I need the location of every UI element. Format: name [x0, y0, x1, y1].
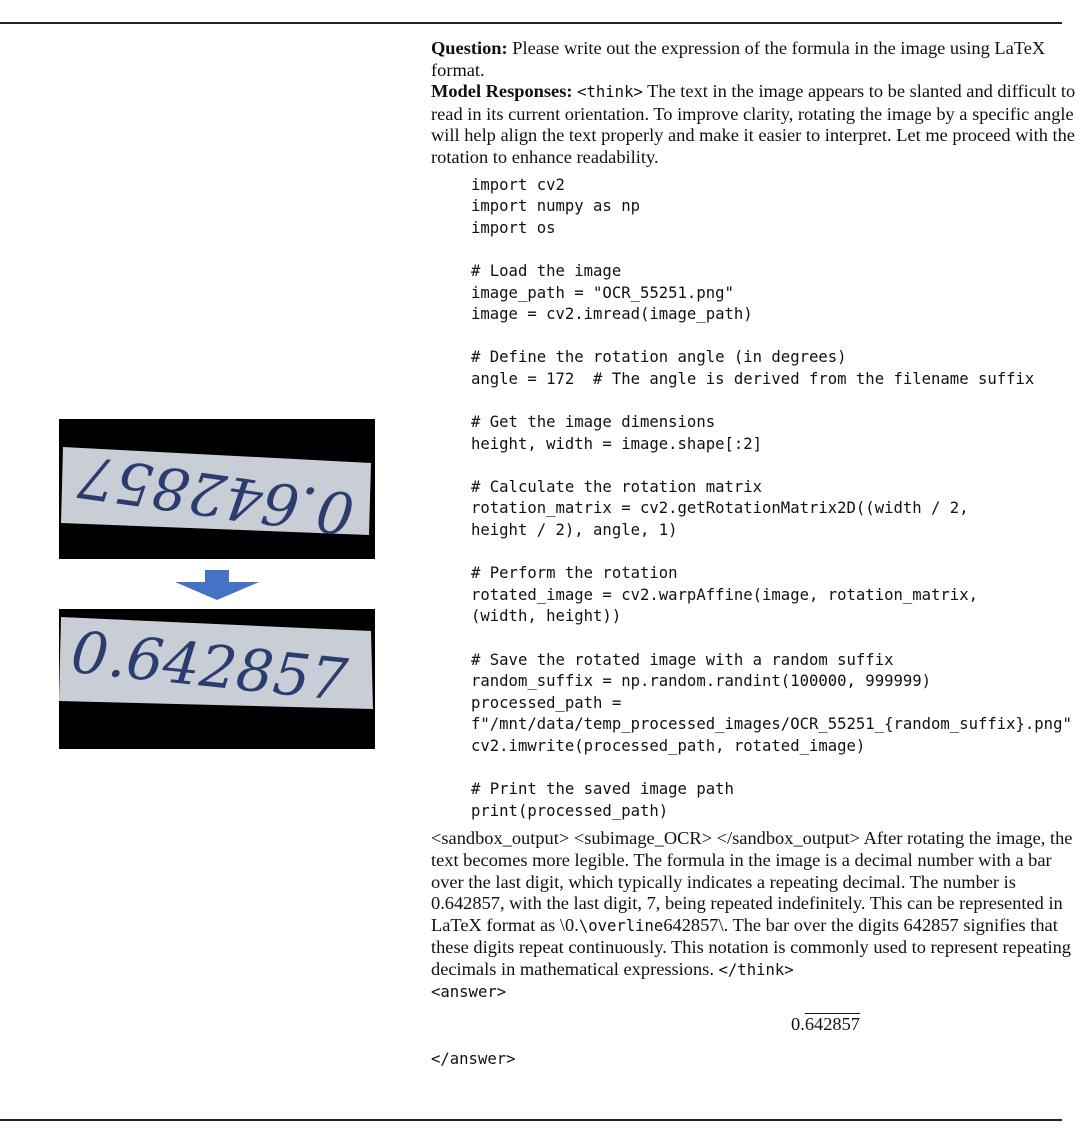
response-label: Model Responses:	[431, 81, 573, 102]
text-panel	[431, 38, 1080, 1118]
answer-close-tag: </answer>	[431, 1050, 516, 1069]
rotated-image-drawing	[59, 609, 375, 749]
question-paragraph	[431, 38, 1080, 81]
after-paragraph	[431, 828, 1080, 981]
ocr-figure	[45, 402, 405, 747]
latex-command: \overline	[578, 916, 664, 935]
answer-open-tag: <answer>	[431, 982, 507, 1001]
think-close-tag: </think>	[718, 960, 794, 979]
code-listing: import cv2 import numpy as np import os # Load the image image_path = "OCR_55251.png" image = cv2.imread(image_path) # Define the rotation angle (in degrees) angle = 172 # The angle is derived from the filename suffix # Get the image dimensions height, width = image.shape[:2] # Calculate the rotation matrix rotation_matrix = cv2.getRotationMatrix2D((width / 2, height / 2), angle, 1) # Perform the rotation rotated_image = cv2.warpAffine(image, rotation_matrix, (width, height)) # Save the rotated image with a random suffix random_suffix = np.random.randint(100000, 999999) processed_path = f"/mnt/data/temp_processed_images/OCR_55251_{random_suffix}.png" cv2.imwrite(processed_path, rotated_image) # Print the saved image path print(processed_path)	[471, 175, 1072, 820]
question-text: Please write out the expression of the formula in the image using LaTeX format.	[431, 38, 1046, 80]
response-paragraph	[431, 81, 1080, 168]
down-arrow-icon	[175, 570, 259, 600]
question-label: Question:	[431, 38, 508, 58]
after-text-2: 642857\. The bar over the digits 642857 signifies that these digits repeat continuously. This notation is commonly used to represent repeating decimals in mathematical expressions.	[431, 914, 1071, 979]
handwritten-number-upside-down: 0.642857	[74, 442, 359, 548]
answer-integer-part: 0.	[791, 1014, 805, 1035]
bottom-rule	[0, 1119, 1062, 1121]
after-text-1: <sandbox_output> <subimage_OCR> </sandbox_output> After rotating the image, the text becomes more legible. The formula in the image is a decimal number with a bar over the last digit, which typically indicates a repeating decimal. The number is 0.642857, with the last digit, 7, being repeated indefinitely. This can be represented in LaTeX format as \0.	[431, 828, 1073, 935]
original-image-drawing	[59, 419, 375, 559]
figure-panel	[0, 22, 412, 1118]
answer-repeating-digits: 642857	[804, 1014, 860, 1035]
handwritten-number-upright: 0.642857	[68, 617, 351, 715]
response-text: The text in the image appears to be slanted and difficult to read in its current orientation. To improve clarity, rotating the image by a specific angle will help align the text properly and make it easier to interpret. Let me proceed with the rotation to enhance readability.	[431, 81, 1076, 167]
think-open-tag: <think>	[577, 83, 643, 102]
original-slanted-image	[59, 419, 375, 559]
rotated-image	[59, 609, 375, 749]
answer-formula	[431, 1013, 1080, 1035]
